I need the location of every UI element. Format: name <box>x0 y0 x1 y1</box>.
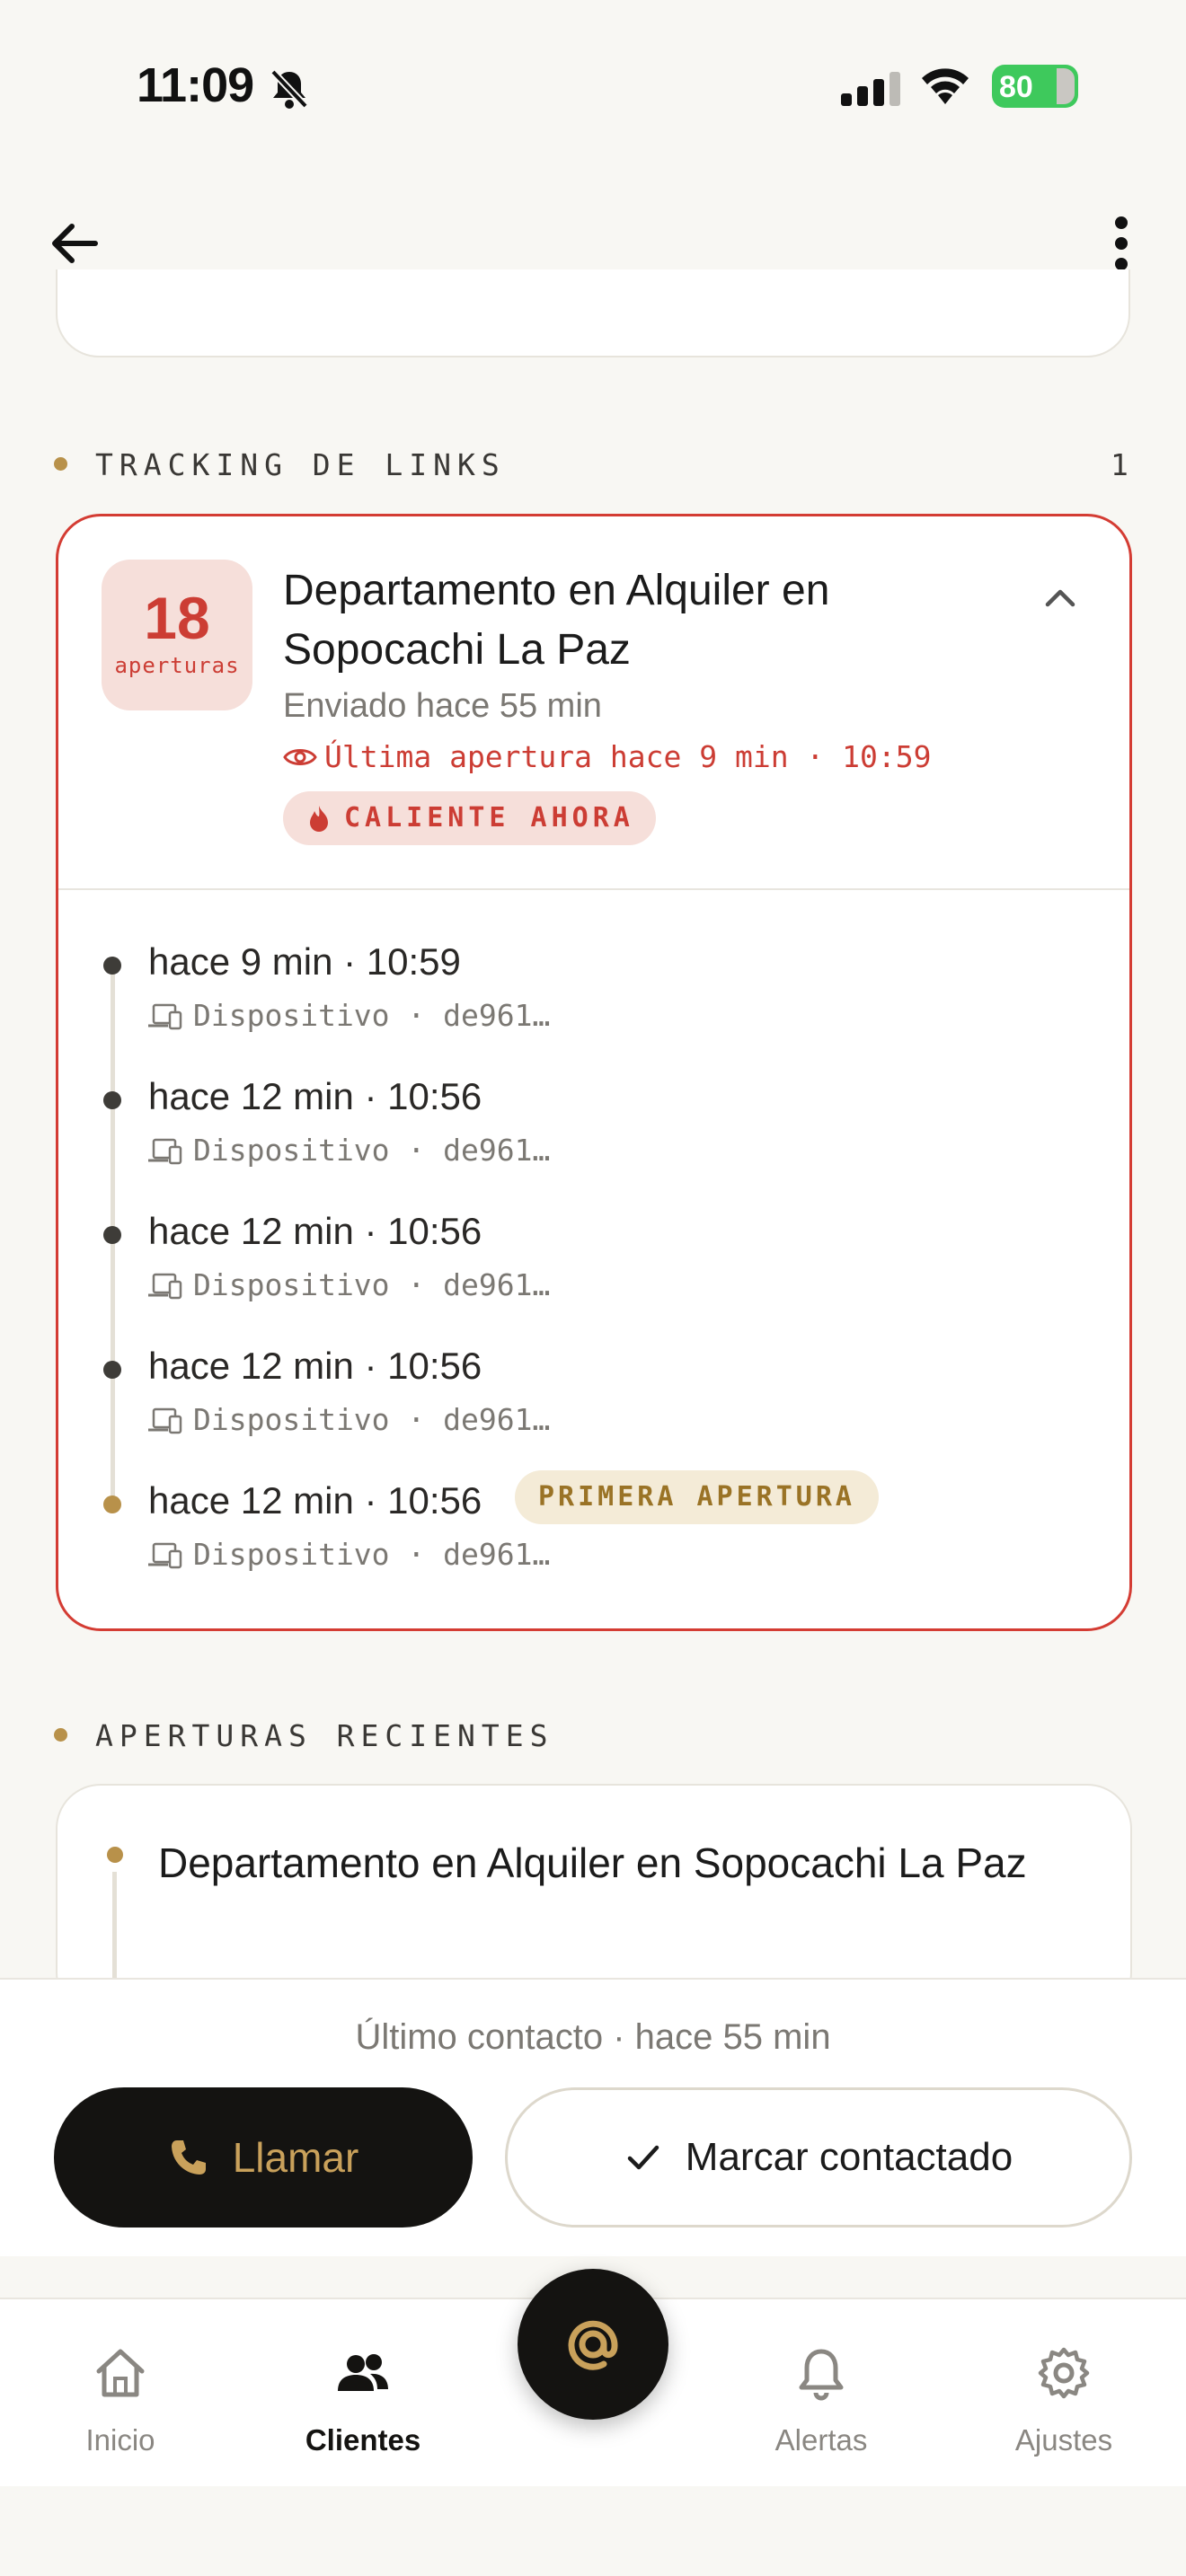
tracking-link-card[interactable] <box>56 514 1132 1631</box>
event-time: hace 12 min · 10:56 <box>148 1345 482 1387</box>
timeline-dot <box>103 1091 121 1109</box>
previous-card <box>56 269 1130 357</box>
gear-icon <box>1035 2344 1093 2402</box>
open-event <box>58 931 1047 1066</box>
eye-icon <box>283 745 317 770</box>
section-title-recent: APERTURAS RECIENTES <box>95 1718 554 1753</box>
timeline-dot <box>107 1847 123 1863</box>
contact-action-panel <box>0 1978 1186 2256</box>
event-device <box>148 1267 550 1302</box>
chevron-up-icon[interactable] <box>1033 570 1087 624</box>
call-button[interactable] <box>54 2087 473 2228</box>
cellular-signal-icon <box>841 68 902 110</box>
devices-icon <box>148 1406 184 1434</box>
wifi-icon <box>918 65 972 108</box>
open-event-first <box>58 1470 1047 1605</box>
event-device <box>148 1537 550 1572</box>
event-time: hace 12 min · 10:56 <box>148 1479 482 1522</box>
timeline-dot-first <box>103 1495 121 1513</box>
tab-label: Alertas <box>774 2423 868 2457</box>
call-label: Llamar <box>232 2134 359 2181</box>
timeline-dot <box>103 957 121 975</box>
home-indicator-area <box>0 2486 1186 2576</box>
devices-icon <box>148 1540 184 1569</box>
recent-link-title: Departamento en Alquiler en Sopocachi La Paz <box>158 1839 1027 1886</box>
phone-icon <box>168 2137 209 2178</box>
mark-contacted-button[interactable] <box>505 2087 1132 2228</box>
users-icon <box>334 2344 392 2402</box>
bell-icon <box>792 2344 850 2402</box>
event-time: hace 9 min · 10:59 <box>148 940 461 983</box>
first-open-badge: PRIMERA APERTURA <box>515 1470 879 1524</box>
tab-inicio[interactable] <box>31 2299 210 2479</box>
tab-ajustes[interactable] <box>974 2299 1154 2479</box>
devices-icon <box>148 1001 184 1030</box>
card-divider <box>58 888 1129 890</box>
last-open-text: Última apertura hace 9 min · 10:59 <box>324 739 932 774</box>
last-open-row <box>283 739 932 774</box>
event-time: hace 12 min · 10:56 <box>148 1075 482 1117</box>
home-icon <box>92 2344 149 2402</box>
section-dot <box>54 1728 67 1742</box>
at-sign-icon <box>557 2308 629 2380</box>
tab-label: Clientes <box>305 2423 421 2457</box>
bell-muted-icon <box>270 68 309 110</box>
event-device-text: Dispositivo · de961… <box>193 1133 551 1168</box>
section-dot <box>54 457 67 471</box>
section-title-tracking: TRACKING DE LINKS <box>95 447 506 482</box>
open-event <box>58 1066 1047 1201</box>
opens-count: 18 <box>144 585 210 651</box>
hot-now-badge <box>283 791 656 845</box>
timeline-dot <box>103 1361 121 1379</box>
flame-icon <box>306 804 332 833</box>
devices-icon <box>148 1271 184 1300</box>
check-icon <box>624 2139 662 2176</box>
tab-clientes[interactable] <box>273 2299 453 2479</box>
sent-time: Enviado hace 55 min <box>283 687 602 725</box>
event-time: hace 12 min · 10:56 <box>148 1210 482 1252</box>
event-device-text: Dispositivo · de961… <box>193 1267 551 1302</box>
tracking-count: 1 <box>1111 447 1128 482</box>
mark-contacted-label: Marcar contactado <box>685 2135 1013 2179</box>
status-bar <box>0 0 1186 153</box>
event-device <box>148 1133 550 1168</box>
event-device <box>148 1402 550 1437</box>
tab-alertas[interactable] <box>731 2299 911 2479</box>
battery-level: 80 <box>999 70 1033 104</box>
timeline-dot <box>103 1226 121 1244</box>
event-device-text: Dispositivo · de961… <box>193 1402 551 1437</box>
devices-icon <box>148 1136 184 1165</box>
link-title: Departamento en Alquiler en Sopocachi La Paz <box>283 567 830 674</box>
open-event <box>58 1201 1047 1336</box>
event-device-text: Dispositivo · de961… <box>193 998 551 1033</box>
tab-label: Inicio <box>85 2423 155 2457</box>
center-fab-button[interactable] <box>518 2269 668 2420</box>
open-event <box>58 1336 1047 1470</box>
status-time: 11:09 <box>137 58 254 112</box>
battery-icon <box>992 65 1078 108</box>
opens-word: aperturas <box>114 653 240 678</box>
event-device-text: Dispositivo · de961… <box>193 1537 551 1572</box>
back-arrow-icon[interactable] <box>45 212 108 275</box>
hot-now-label: CALIENTE AHORA <box>344 802 634 834</box>
more-options-icon[interactable] <box>1094 212 1148 275</box>
tab-label: Ajustes <box>1014 2423 1113 2457</box>
opens-count-badge <box>102 560 252 710</box>
last-contact-text: Último contacto · hace 55 min <box>355 2017 831 2057</box>
event-device <box>148 998 550 1033</box>
